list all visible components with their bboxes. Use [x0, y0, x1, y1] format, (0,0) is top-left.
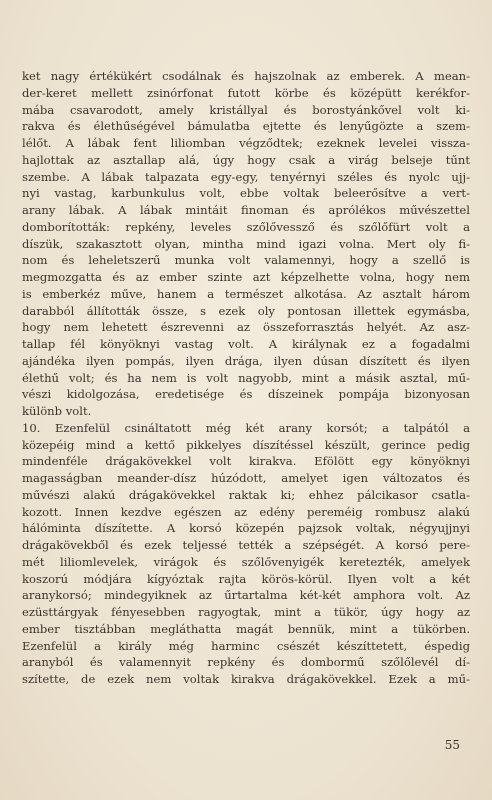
text-line: darabból állították össze, s ezek oly pontosan illettek egymásba,	[22, 303, 470, 318]
text-line: megmozgatta és az ember szinte azt képzelhette volna, hogy nem	[22, 270, 470, 284]
text-line: 10. Ezenfelül csináltatott még két arany korsót; a talpától a	[22, 420, 470, 435]
text-line: tallap fél könyöknyi vastag volt. A királynak ez a fogadalmi	[22, 337, 470, 351]
text-line: domborították: repkény, leveles szőlővessző és szőlőfürt volt a	[22, 219, 470, 234]
text-line: aranykorsó; mindegyiknek az űrtartalma két-két amphora volt. Az	[22, 588, 470, 603]
text-line: rakva és élethűségével bámulatba ejtette és lenyűgözte a szem-	[22, 119, 470, 134]
text-line: nyi vastag, karbunkulus volt, ebbe voltak beleerősítve a vert-	[22, 186, 470, 201]
text-line: lélőt. A lábak fent liliomban végződtek; ezeknek levelei vissza-	[22, 136, 470, 150]
text-line: mét liliomlevelek, virágok és szőlővenyigék keretezték, amelyek	[22, 554, 470, 569]
page-number: 55	[444, 738, 460, 752]
text-line: ajándéka ilyen pompás, ilyen drága, ilyen dúsan díszített és ilyen	[22, 353, 470, 368]
text-line: arany lábak. A lábak mintáit finoman és aprólékos művészettel	[22, 203, 470, 217]
text-line: ember tisztábban megláthatta magát bennük, mint a tükörben.	[22, 621, 470, 636]
text-line: der-keret mellett zsinórfonat futott körbe és középütt kerékfor-	[22, 85, 470, 100]
text-line: koszorú módjára kígyóztak rajta körös-körül. Ilyen volt a két	[22, 571, 470, 586]
text-line: közepéig mind a kettő pikkelyes díszítéssel készült, gerince pedig	[22, 437, 470, 452]
text-line: Ezenfelül a király még harminc csészét készíttetett, éspedig	[22, 638, 470, 653]
text-line: nom és leheletszerű munka volt valamennyi, hogy a szellő is	[22, 253, 470, 268]
text-line: aranyból és valamennyit repkény és dombormű szőlőlevél dí-	[22, 655, 470, 670]
text-line: mindenféle drágakövekkel volt kirakva. Efölött egy könyöknyi	[22, 454, 470, 469]
text-line: ket nagy értékükért csodálnak és hajszolnak az emberek. A mean-	[22, 69, 470, 83]
text-line: vészi kidolgozása, eredetisége és díszeinek pompája bizonyosan	[22, 387, 470, 402]
body-text	[22, 68, 470, 688]
text-line: hogy nem lehetett észrevenni az összeforrasztás helyét. Az asz-	[22, 320, 470, 335]
text-line: drágakövekből és ezek teljessé tették a szépségét. A korsó pere-	[22, 538, 470, 552]
text-line: hálóminta díszítette. A korsó közepén pajzsok voltak, négyujjnyi	[22, 521, 470, 536]
text-line: élethű volt; és ha nem is volt nagyobb, mint a másik asztal, mű-	[22, 370, 470, 385]
text-line: magasságban meander-dísz húzódott, amelyet igen változatos és	[22, 471, 470, 485]
text-line: is emberkéz műve, hanem a természet alkotása. Az asztalt három	[22, 286, 470, 301]
text-line: szítette, de ezek nem voltak kirakva drágakövekkel. Ezek a mű-	[22, 672, 470, 686]
text-line: szembe. A lábak talpazata egy-egy, tenyérnyi széles és nyolc ujj-	[22, 169, 470, 184]
text-line: díszük, szakasztott olyan, mintha mind igazi volna. Mert oly fi-	[22, 236, 470, 251]
text-line: ezüsttárgyak fényesebben ragyogtak, mint a tükör, úgy hogy az	[22, 605, 470, 619]
text-line: hajlottak az asztallap alá, úgy hogy csak a virág belseje tűnt	[22, 152, 470, 167]
text-line: művészi alakú drágakövekkel raktak ki; ehhez pálcikasor csatla-	[22, 487, 470, 502]
text-line: mába csavarodott, amely kristállyal és borostyánkővel volt ki-	[22, 102, 470, 117]
text-line: különb volt.	[22, 404, 92, 418]
text-line: kozott. Innen kezdve egészen az edény pereméig rombusz alakú	[22, 504, 470, 519]
